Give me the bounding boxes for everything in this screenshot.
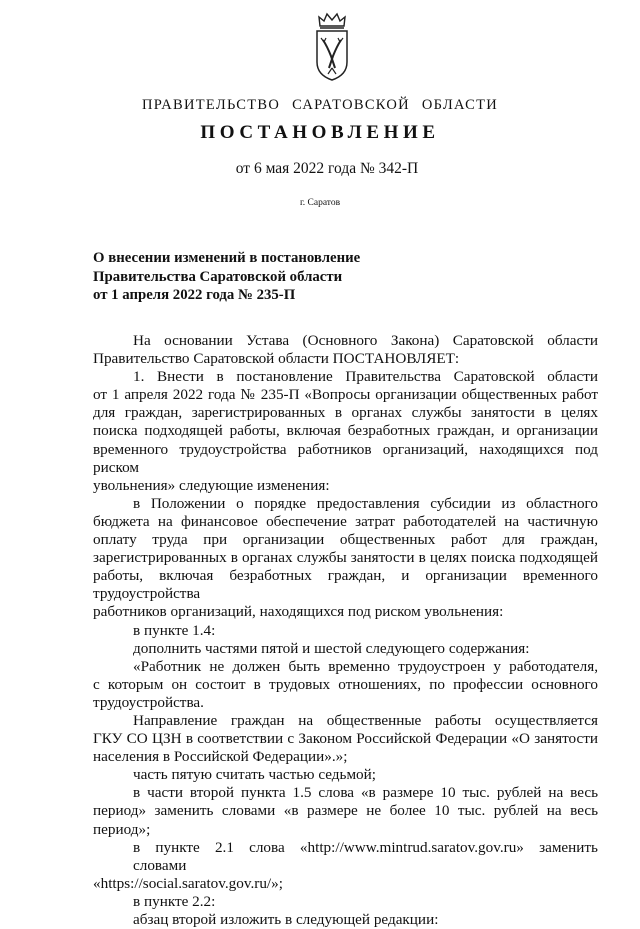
paragraph-line: «https://social.saratov.gov.ru/»; xyxy=(93,874,283,892)
paragraph-line: дополнить частями пятой и шестой следующего содержания: xyxy=(133,639,530,657)
paragraph-line: период»; xyxy=(93,820,151,838)
paragraph-line: «Работник не должен быть временно трудоустроен у работодателя, xyxy=(133,657,598,675)
paragraph-line: в пункте 1.4: xyxy=(133,621,216,639)
paragraph-line: На основании Устава (Основного Закона) Саратовской области xyxy=(133,332,598,349)
city-name: г. Саратов xyxy=(299,198,341,208)
paragraph-line: временного трудоустройства работников организаций, находящихся под риском xyxy=(93,440,598,476)
paragraph-line: Направление граждан на общественные работы осуществляется xyxy=(133,711,598,729)
paragraph-line: часть пятую считать частью седьмой; xyxy=(133,766,376,784)
paragraph-line: в пункте 2.2: xyxy=(133,892,216,910)
paragraph-line: поиска подходящей работы, включая безработных граждан, и организации xyxy=(93,422,598,440)
document-body xyxy=(93,332,598,929)
paragraph-line: трудоустройства. xyxy=(93,693,204,711)
paragraph-line: 1. Внести в постановление Правительства Саратовской области xyxy=(133,368,598,386)
government-name: ПРАВИТЕЛЬСТВО САРАТОВСКОЙ ОБЛАСТИ xyxy=(141,97,499,113)
paragraph-line: бюджета на финансовое обеспечение затрат работодателей на частичную xyxy=(93,512,598,530)
paragraph-line: Правительство Саратовской области ПОСТАНОВЛЯЕТ: xyxy=(93,350,460,368)
paragraph-line: ГКУ СО ЦЗН в соответствии с Законом Российской Федерации «О занятости xyxy=(93,730,598,748)
paragraph-line: от 1 апреля 2022 года № 235-П «Вопросы организации общественных работ xyxy=(93,386,598,404)
document-subject xyxy=(93,249,360,305)
paragraph-line: работников организаций, находящихся под риском увольнения: xyxy=(93,603,504,621)
subject-line: от 1 апреля 2022 года № 235-П xyxy=(93,287,296,304)
paragraph-line: в пункте 2.1 слова «http://www.mintrud.saratov.gov.ru» заменить словами xyxy=(133,838,598,874)
saratov-coat-of-arms-icon xyxy=(311,12,353,82)
paragraph-line: зарегистрированных в органах службы занятости в целях поиска подходящей xyxy=(93,549,598,567)
document-type-title: ПОСТАНОВЛЕНИЕ xyxy=(200,122,440,143)
paragraph-line: в части второй пункта 1.5 слова «в размере 10 тыс. рублей на весь xyxy=(133,784,598,802)
paragraph-line: абзац второй изложить в следующей редакции: xyxy=(133,911,439,928)
subject-line: О внесении изменений в постановление xyxy=(93,250,361,266)
paragraph-line: для граждан, зарегистрированных в органах службы занятости в целях xyxy=(93,404,598,422)
paragraph-line: работы, включая безработных граждан, и организации временного трудоустройства xyxy=(93,567,598,603)
paragraph-line: период» заменить словами «в размере не более 10 тыс. рублей на весь xyxy=(93,802,598,820)
subject-line: Правительства Саратовской области xyxy=(93,268,343,285)
paragraph-line: населения в Российской Федерации».»; xyxy=(93,748,348,766)
paragraph-line: оплату труда при организации общественных работ для граждан, xyxy=(93,531,598,549)
date-and-number: от 6 мая 2022 года № 342-П xyxy=(235,160,419,177)
paragraph-line: с которым он состоит в трудовых отношениях, по профессии основного xyxy=(93,675,598,693)
paragraph-line: в Положении о порядке предоставления субсидии из областного xyxy=(133,494,598,512)
paragraph-line: увольнения» следующие изменения: xyxy=(93,476,330,494)
